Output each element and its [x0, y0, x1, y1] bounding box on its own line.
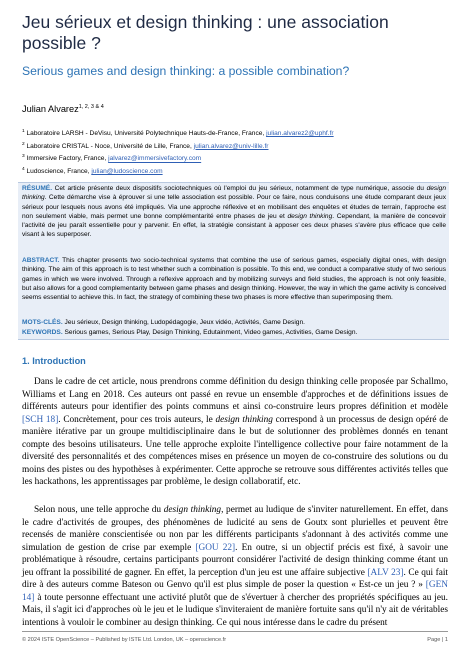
footer-copyright: © 2024 ISTE OpenScience – Published by ISTE Ltd. London, UK – openscience.fr: [22, 637, 227, 643]
mots-cles-label: MOTS-CLÉS.: [22, 319, 63, 326]
author-name: Julian Alvarez: [22, 104, 79, 115]
paper-subtitle: Serious games and design thinking: a possible combination?: [22, 64, 350, 78]
keywords-label: KEYWORDS.: [22, 329, 63, 336]
keywords-line: KEYWORDS. Serious games, Serious Play, Design Thinking, Edutainment, Video games, Activities, Game Design.: [22, 329, 358, 336]
footer-divider: [22, 631, 448, 632]
affiliation-email-link[interactable]: julian@ludoscience.com: [91, 168, 163, 176]
resume-label: RÉSUMÉ.: [22, 185, 53, 192]
paper-title: Jeu sérieux et design thinking : une association possible ?: [22, 12, 389, 53]
affiliation-email-link[interactable]: jalvarez@immersivefactory.com: [108, 155, 202, 163]
citation-link[interactable]: [GOU 22]: [195, 542, 236, 553]
citation-link[interactable]: [SCH 18]: [22, 414, 59, 425]
section-heading-introduction: 1. Introduction: [22, 356, 86, 366]
body-paragraph: Dans le cadre de cet article, nous prendrons comme définition du design thinking celle proposée par Schallmo, Williams et Lang en 2018. Ces auteurs ont passé en revue un ensemble d'approches et de définitions issues de différents auteurs pour identifier des points communs et ainsi co-construire leurs propres définition et modèle [SCH 18]. Concrètement, pour ces trois auteurs, le design thinking correspond à un processus de design opéré de manière itérative par un groupe multidisciplinaire dans le but de solutionner des problèmes donnés en tenant compte des besoins utilisateurs. Une telle approche exploite l'intelligence collective pour faire notamment de la diversité des personnalités et des compétences mises en présence un moyen de co-construire des solutions ou du moins des pistes ou des hypothèses à expérimenter. Cette approche se retrouve sous différentes activités telles que les hackathons, les apprentissages par problème, le design collaboratif, etc.: [22, 377, 448, 488]
author-line: [22, 104, 104, 114]
affiliation-item: $^4$ Ludoscience, France, julian@ludoscience.com: [22, 167, 163, 176]
affiliation-email-link[interactable]: julian.alvarez@univ-lille.fr: [193, 142, 269, 150]
resume-paragraph: RÉSUMÉ. Cet article présente deux dispositifs sociotechniques où l'emploi du jeu sérieux, notamment de type numérique, associe du design thinking. Cette démarche vise à éprouver si une telle association est possible. Pour ce faire, nous conduisons une étude comparant deux jeux sérieux pour lesquels nous avons été impliqués. Via une approche réflexive et en mobilisant des enquêtes et études de terrain, l'approche est non seulement viable, mais permet une bonne complémentarité entre phases de jeu et design thinking. Cependant, la manière de concevoir l'activité de jeu paraît essentielle pour y parvenir. En effet, la stratégie consistant à apposer ces deux phases s'avère plus efficace que celle visant à les superposer.: [22, 185, 446, 239]
affiliations: [22, 127, 452, 178]
page-footer: [22, 637, 448, 643]
affiliation-item: $^2$ Laboratoire CRISTAL - Noce, Université de Lille, France, julian.alvarez@univ-lille.fr: [22, 141, 269, 150]
body-paragraph: Selon nous, une telle approche du design thinking, permet au ludique de s'inviter naturellement. En effet, dans le cadre d'activités de groupes, des phénomènes de ludicité au sens de Goutx sont plurielles et peuvent être recensés de manière conscientisée ou non par les différents participants s'adonnant à des activités comme une simulation de gestion de crise par exemple [GOU 22]. En outre, si un objectif précis est fixé, à savoir une problématique à résoudre, certains participants pourront considérer l'activité de design thinking comme étant un jeu offrant la possibilité de gagner. En effet, la perception d'un jeu est une affaire subjective [ALV 23]. Ce qui fait dire à des auteurs comme Bateson ou Genvo qu'il est plus simple de poser la question « Est-ce un jeu ? » [GEN 14] à toute personne effectuant une activité plutôt que de s'évertuer à chercher des propriétés spécifiques au jeu. Mais, il s'agit ici d'approches où le jeu et le ludique s'inviteraient de manière fortuite sans qu'il n'y ait de véritables intentions à vouloir le combiner au design thinking. Ce qui nous intéresse dans le cadre du présent: [22, 505, 448, 628]
mots-cles-line: MOTS-CLÉS. Jeu sérieux, Design thinking, Ludopédagogie, Jeux vidéo, Activités, Game Design.: [22, 319, 305, 326]
affiliation-item: $^3$ Immersive Factory, France, jalvarez@immersivefactory.com: [22, 154, 202, 163]
abstract-paragraph: ABSTRACT. This chapter presents two socio-technical systems that combine the use of serious games, especially digital ones, with design thinking. The aim of this approach is to test whether such a combination is possible. To this end, we conduct a comparative study of two serious games in which we were involved. Through a reflexive approach and by mobilizing surveys and field studies, the approach is not only feasible, but also allows for a good complementarity between game phases and design thinking. However, the way in which the game activity is conceived seems essential to achieve this. In fact, the strategy of combining these two phases is more effective than superimposing them.: [22, 257, 446, 302]
citation-link[interactable]: [GEN 14]: [22, 580, 448, 603]
author-affiliation-numbers: 1, 2, 3 & 4: [78, 104, 104, 110]
affiliation-email-link[interactable]: julian.alvarez2@uphf.fr: [266, 130, 334, 138]
page-number: Page | 1: [427, 637, 448, 643]
affiliation-item: $^1$ Laboratoire LARSH - DeVisu, Université Polytechnique Hauts-de-France, France, julian.alvarez2@uphf.fr: [22, 129, 334, 138]
abstract-label: ABSTRACT.: [22, 257, 60, 264]
citation-link[interactable]: [ALV 23]: [367, 567, 404, 578]
